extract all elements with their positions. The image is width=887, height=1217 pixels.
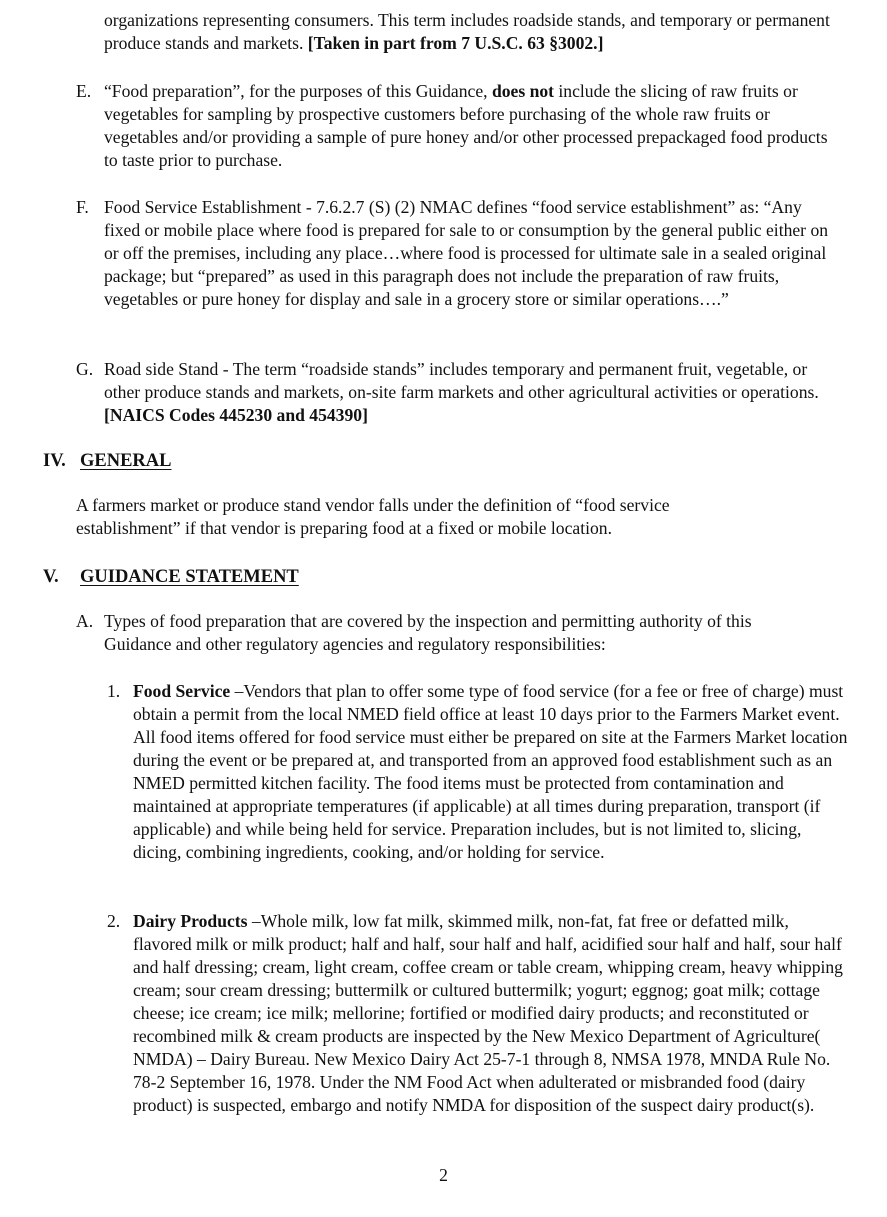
section-iv-body: A farmers market or produce stand vendor falls under the definition of “food service establishment” if that vendor is preparing food at a fixed or mobile location. xyxy=(76,495,670,538)
guidance-item-1-title: Food Service xyxy=(133,681,231,701)
guidance-item-1-text: Food Service –Vendors that plan to offer some type of food service (for a fee or free of charge) must obtain a permit from the local NMED field office at least 10 days prior to the Farmers Market event. All food items offered for food service must either be prepared on site at the Farmers Market location during the event or be prepared at, and transported from an approved food establishment such as an NMED permitted kitchen facility. The food items must be protected from contamination and maintained at appropriate temperatures (if applicable) at all times during preparation, transport (if applicable) and while being held for service. Preparation includes, but is not limited to, slicing, dicing, combining ingredients, cooking, and/or holding for service. xyxy=(133,681,848,862)
section-iv-title: GENERAL xyxy=(80,451,172,471)
guidance-item-2-label: 2. xyxy=(107,911,121,931)
guidance-item-2-text: Dairy Products –Whole milk, low fat milk, skimmed milk, non-fat, fat free or defatted milk, flavored milk or milk product; half and half, sour half and half, acidified sour half and half, sour half and half dressing; cream, light cream, coffee cream or table cream, whipping cream, heavy whipping cream; sour cream dressing; buttermilk or cultured buttermilk; yogurt; eggnog; goat milk; cottage cheese; ice cream; ice milk; mellorine; fortified or modified dairy products; and reconstituted or recombined milk & cream products are inspected by the New Mexico Department of Agriculture( NMDA) – Dairy Bureau. New Mexico Dairy Act 25-7-1 through 8, NMSA 1978, MNDA Rule No. 78-2 September 16, 1978. Under the NM Food Act when adulterated or misbranded food (dairy product) is suspected, embargo and notify NMDA for disposition of the suspect dairy product(s). xyxy=(133,911,843,1115)
definition-g-label: G. xyxy=(76,359,94,379)
definition-f-label: F. xyxy=(76,197,89,217)
continuation-paragraph xyxy=(104,9,849,55)
guidance-item-a-label: A. xyxy=(76,611,94,631)
guidance-item-2-title: Dairy Products xyxy=(133,911,248,931)
definition-e-text: “Food preparation”, for the purposes of this Guidance, does not include the slicing of raw fruits or vegetables for sampling by prospective customers before purchasing of the whole raw fruits or vegetables and/or providing a sample of pure honey and/or other processed prepackaged food products to taste prior to purchase. xyxy=(104,81,828,170)
section-v-title: GUIDANCE STATEMENT xyxy=(80,567,299,587)
definition-e-emphasis: does not xyxy=(491,81,555,101)
section-iv-heading xyxy=(43,450,172,473)
section-v-numeral: V. xyxy=(43,567,59,587)
section-iv-numeral: IV. xyxy=(43,451,66,471)
definition-g-text: Road side Stand - The term “roadside stands” includes temporary and permanent fruit, vegetable, or other produce stands and markets, on-site farm markets and other agricultural activities or operations. [NAICS Codes 445230 and 454390] xyxy=(104,359,819,425)
continuation-citation: [Taken in part from 7 U.S.C. 63 §3002.] xyxy=(307,33,604,53)
guidance-item-a-text: Types of food preparation that are covered by the inspection and permitting authority of this Guidance and other regulatory agencies and regulatory responsibilities: xyxy=(104,611,752,654)
definition-f-text: Food Service Establishment - 7.6.2.7 (S) (2) NMAC defines “food service establishment” as: “Any fixed or mobile place where food is prepared for sale to or consumption by the general public either on or off the premises, including any place…where food is processed for ultimate sale in a sealed original package; but “prepared” as used in this paragraph does not include the preparation of raw fruits, vegetables or pure honey for display and sale in a grocery store or similar operations….” xyxy=(104,197,829,309)
guidance-item-1-label: 1. xyxy=(107,681,121,701)
continuation-text: organizations representing consumers. This term includes roadside stands, and temporary or permanent produce stands and markets. xyxy=(104,10,830,53)
section-v-heading xyxy=(43,566,299,589)
definition-g-codes: [NAICS Codes 445230 and 454390] xyxy=(104,405,368,425)
definition-e-label: E. xyxy=(76,81,92,101)
page-number: 2 xyxy=(439,1165,448,1185)
